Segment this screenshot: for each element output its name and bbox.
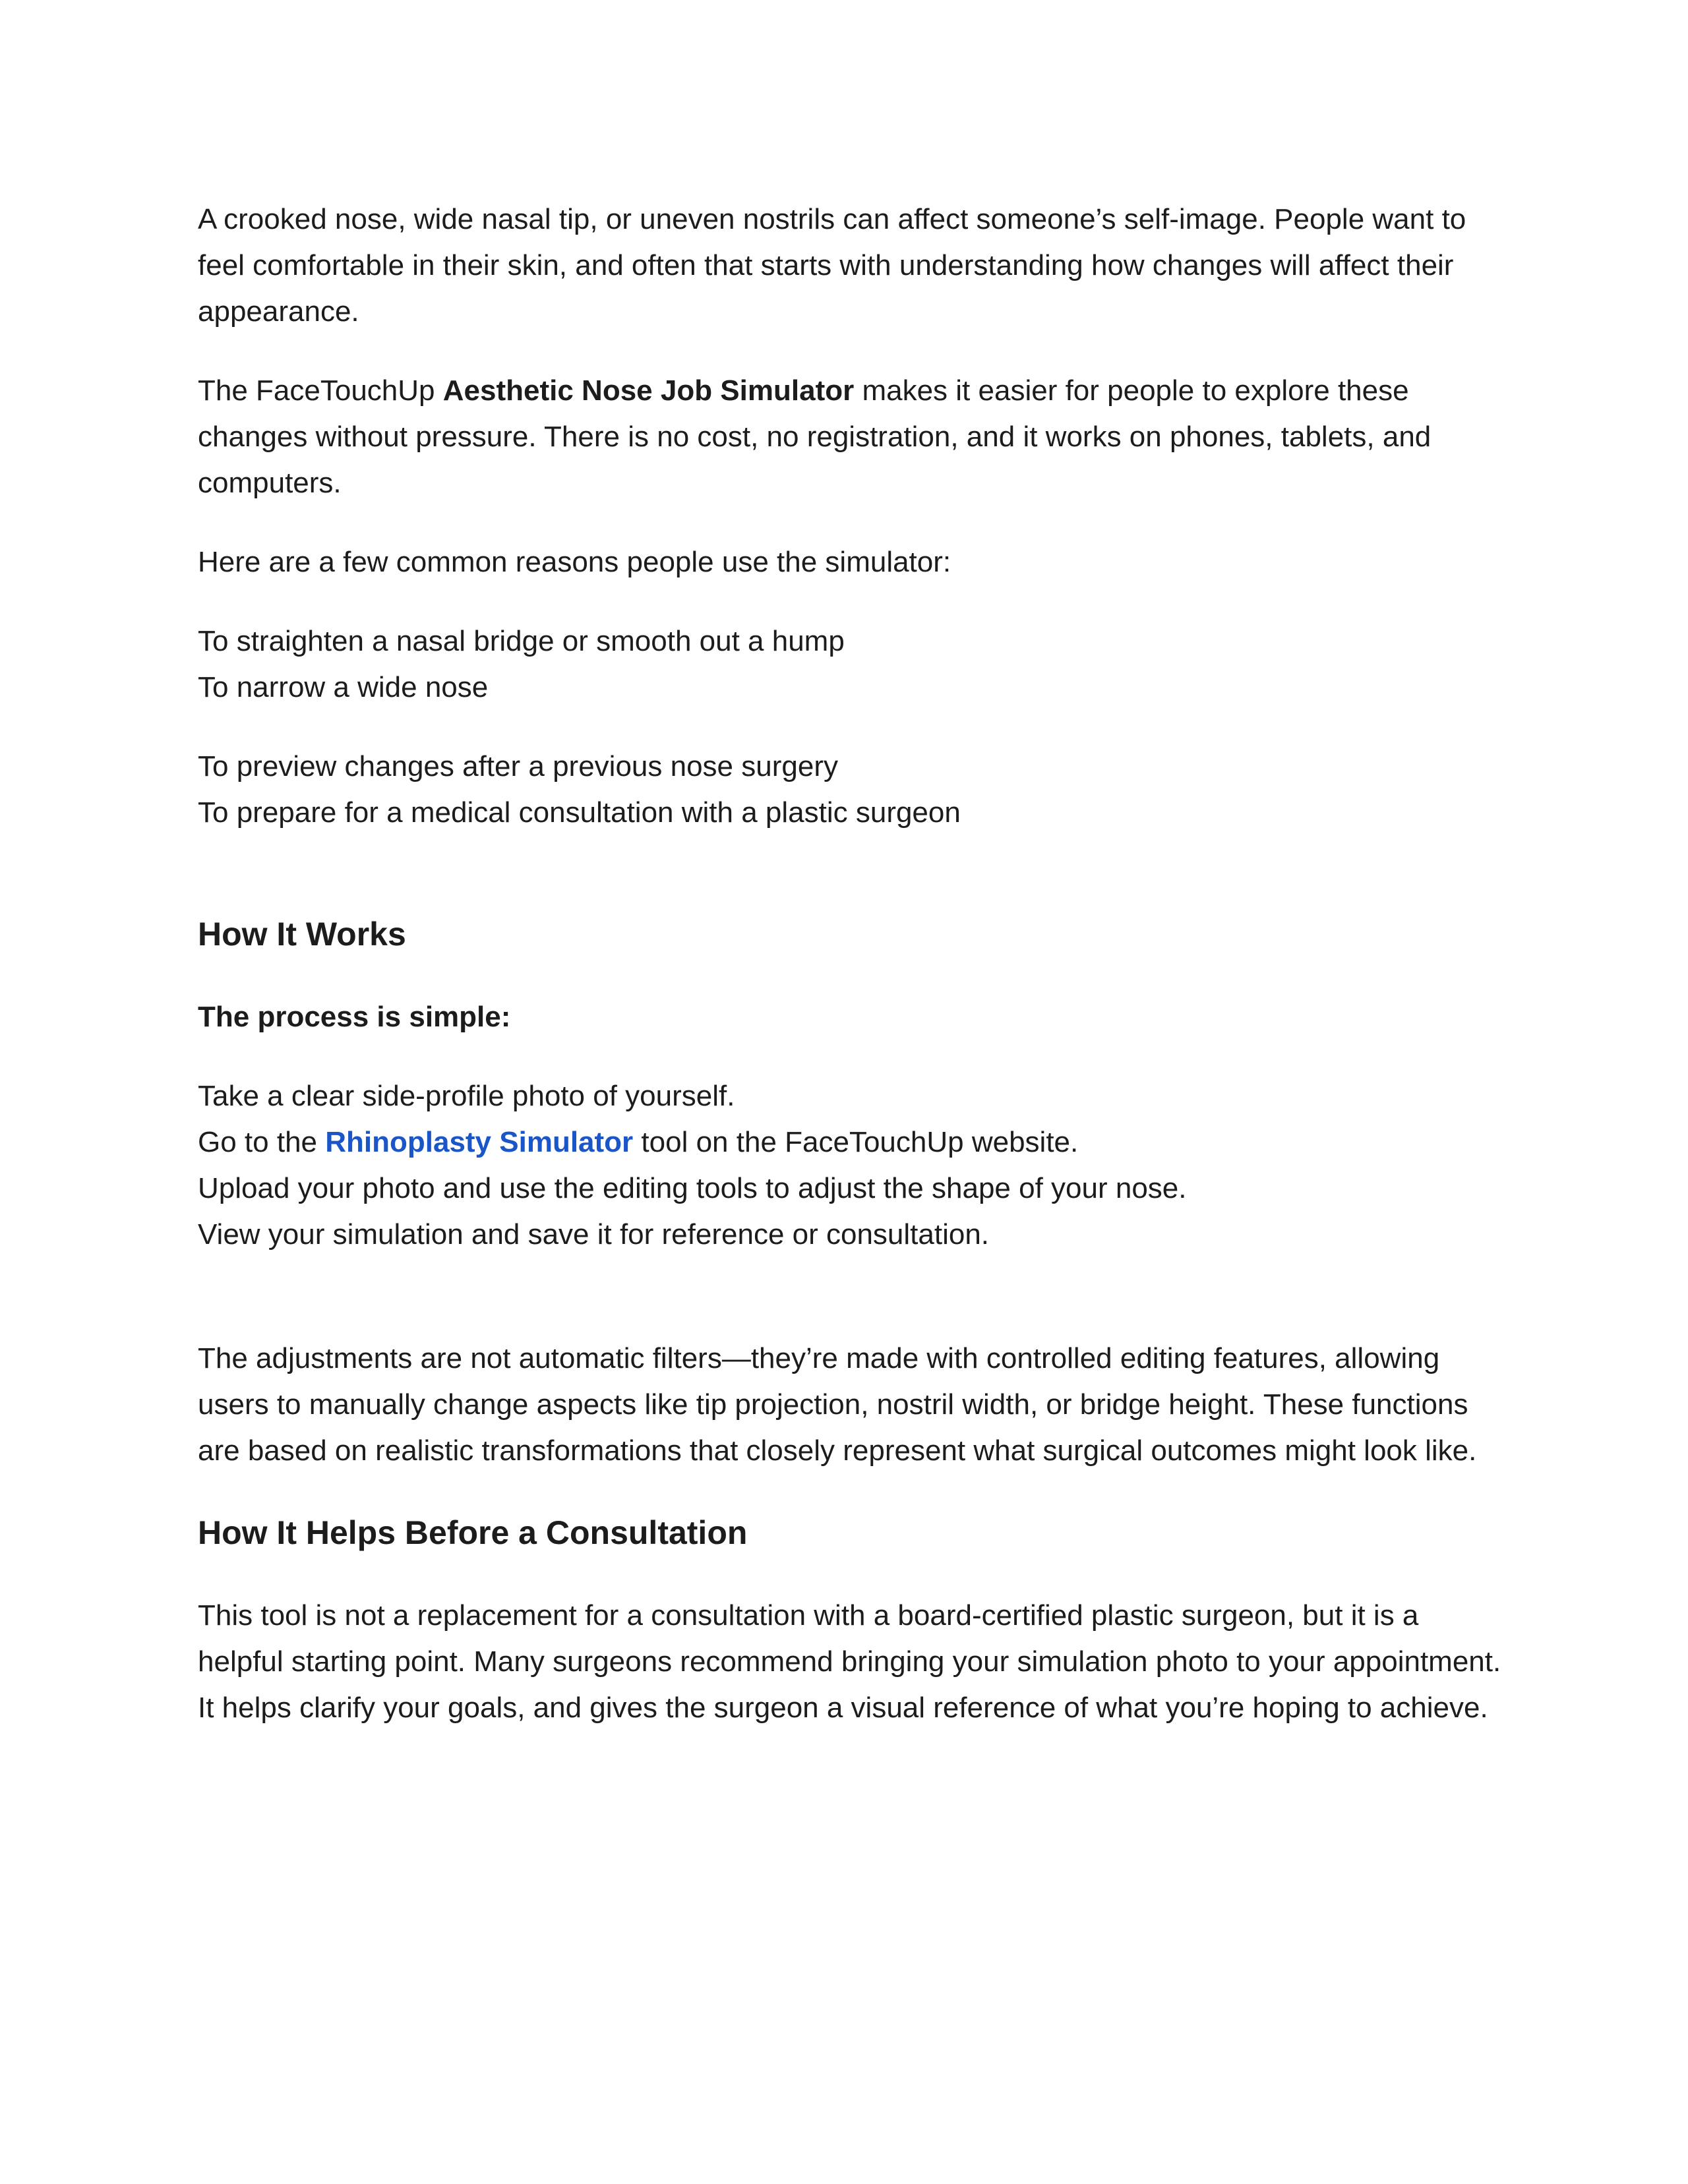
process-step	[198, 1119, 1510, 1166]
process-step-text: tool on the FaceTouchUp website.	[633, 1126, 1079, 1158]
intro-paragraph: A crooked nose, wide nasal tip, or uneven nostrils can affect someone’s self-image. People want to feel comfortable in their skin, and often that starts with understanding how changes will affect their appearance.	[198, 203, 1466, 328]
process-subheading: The process is simple:	[198, 1001, 511, 1033]
consultation-heading: How It Helps Before a Consultation	[198, 1514, 748, 1551]
process-step: Take a clear side-profile photo of yourself.	[198, 1080, 735, 1112]
reasons-intro: Here are a few common reasons people use the simulator:	[198, 546, 951, 578]
reason-item: To straighten a nasal bridge or smooth out a hump	[198, 625, 845, 657]
process-step-text: Go to the	[198, 1126, 326, 1158]
process-step: View your simulation and save it for reference or consultation.	[198, 1218, 990, 1251]
reasons-group-2	[198, 744, 1510, 836]
reason-item: To preview changes after a previous nose surgery	[198, 750, 838, 782]
process-steps	[198, 1073, 1510, 1258]
how-it-works-heading: How It Works	[198, 916, 406, 953]
reason-item: To narrow a wide nose	[198, 671, 489, 703]
document-page	[198, 196, 1510, 1731]
simulator-intro-paragraph	[198, 368, 1510, 506]
simulator-name-bold: Aesthetic Nose Job Simulator	[442, 374, 855, 407]
reason-item: To prepare for a medical consultation with a plastic surgeon	[198, 796, 961, 829]
simulator-intro-text-end: makes it easier for people to explore these changes without pressure. There is no cost, no registration, and it works on phones, tablets, and computers.	[198, 374, 1432, 499]
reasons-group-1	[198, 618, 1510, 711]
rhinoplasty-simulator-link[interactable]: Rhinoplasty Simulator	[325, 1126, 634, 1158]
adjustments-paragraph: The adjustments are not automatic filters—they’re made with controlled editing features, allowing users to manually change aspects like tip projection, nostril width, or bridge height. These functions are based on realistic transformations that closely represent what surgical outcomes might look like.	[198, 1342, 1477, 1467]
simulator-intro-text-start: The FaceTouchUp	[198, 374, 443, 407]
consultation-paragraph: This tool is not a replacement for a consultation with a board-certified plastic surgeon, but it is a helpful starting point. Many surgeons recommend bringing your simulation photo to your appointment. It helps clarify your goals, and gives the surgeon a visual reference of what you’re hoping to achieve.	[198, 1599, 1501, 1724]
process-step: Upload your photo and use the editing tools to adjust the shape of your nose.	[198, 1172, 1187, 1204]
